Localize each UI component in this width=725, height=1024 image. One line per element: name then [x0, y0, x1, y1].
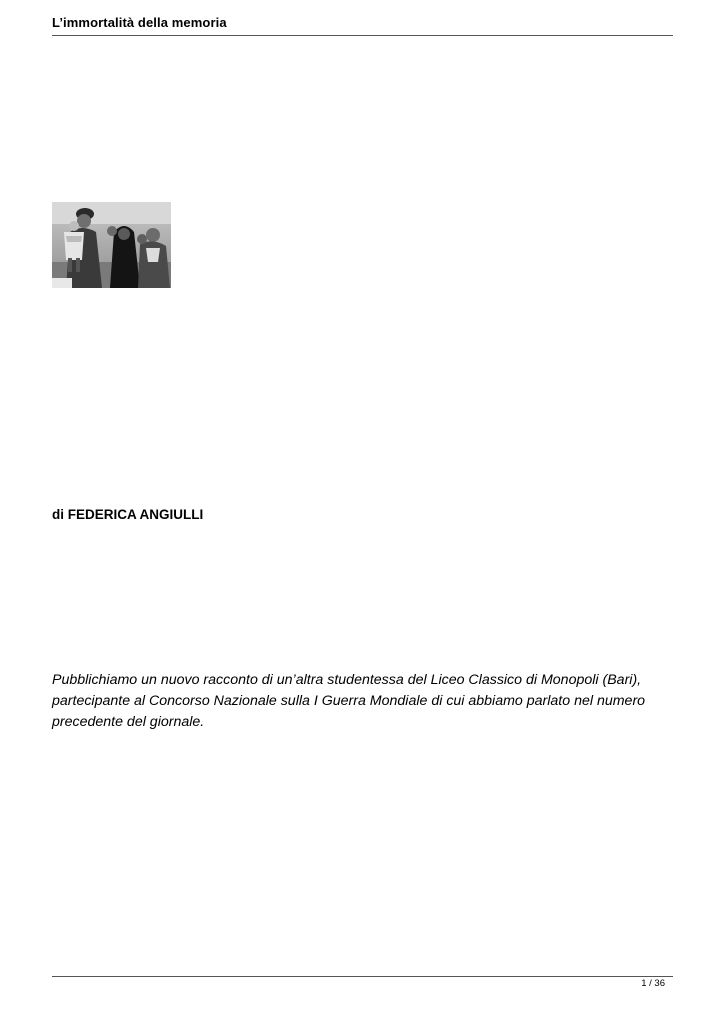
header-divider	[52, 35, 673, 36]
intro-paragraph: Pubblichiamo un nuovo racconto di un’altra studentessa del Liceo Classico di Monopoli (Bari), partecipante al Concorso Nazionale sulla I Guerra Mondiale di cui abbiamo parlato nel numero precedente del giornale.	[52, 672, 646, 730]
footer-divider	[52, 976, 673, 977]
historical-photo	[52, 202, 171, 288]
page-number: 1 / 36	[641, 978, 665, 989]
document-title: L’immortalità della memoria	[52, 15, 227, 30]
photo-image	[52, 202, 171, 288]
author-byline: di FEDERICA ANGIULLI	[52, 507, 204, 522]
